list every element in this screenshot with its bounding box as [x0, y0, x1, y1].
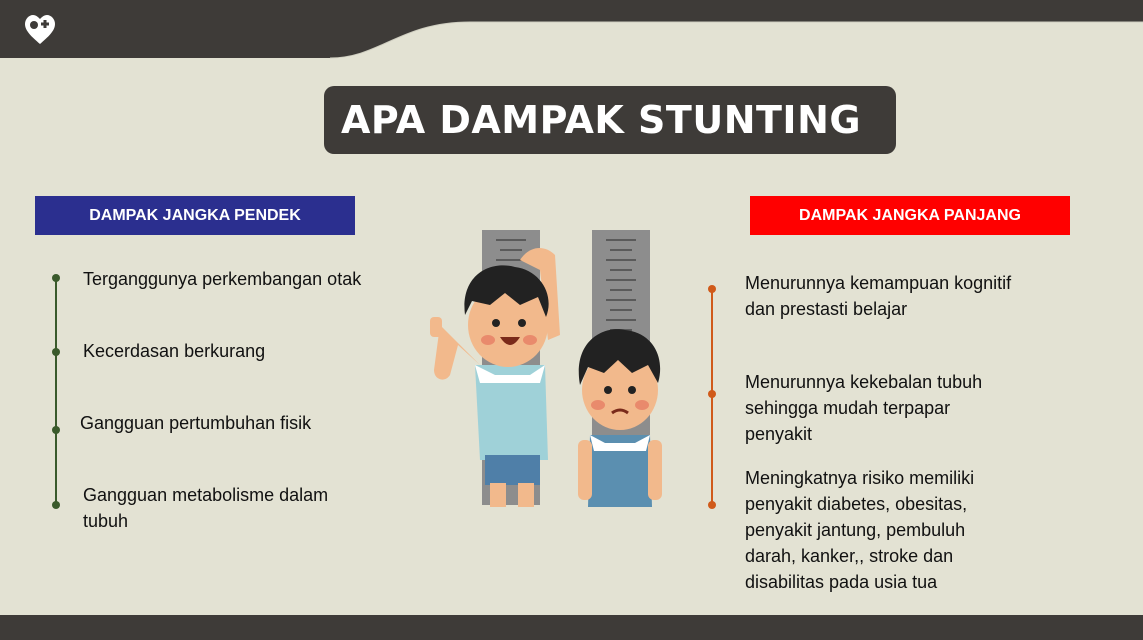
tall-child	[430, 248, 560, 507]
item-text: penyakit jantung, pembuluh	[745, 520, 966, 540]
timeline-dot	[52, 274, 60, 282]
timeline-dot	[708, 501, 716, 509]
item-text: darah, kanker,, stroke dan	[745, 546, 954, 566]
item-text: Terganggunya perkembangan otak	[83, 269, 362, 289]
long-term-item	[745, 369, 982, 447]
timeline-dot	[708, 285, 716, 293]
item-text: Menurunnya kekebalan tubuh	[745, 372, 983, 392]
item-text: Meningkatnya risiko memiliki	[745, 468, 975, 488]
long-term-item	[745, 270, 1011, 322]
top-bar	[0, 0, 1143, 60]
timeline-dot	[52, 348, 60, 356]
item-text: Gangguan metabolisme dalam	[83, 485, 329, 505]
short-term-item	[80, 410, 311, 436]
item-text: Gangguan pertumbuhan fisik	[80, 413, 312, 433]
page-title-text: APA DAMPAK STUNTING	[340, 98, 862, 142]
timeline-dot	[52, 501, 60, 509]
timeline-dot	[708, 390, 716, 398]
bottom-bar	[0, 615, 1143, 640]
item-text: Menurunnya kemampuan kognitif	[745, 273, 1012, 293]
short-term-item	[83, 482, 328, 534]
long-term-item	[745, 465, 974, 595]
item-text: dan prestasti belajar	[745, 299, 908, 319]
item-text: penyakit	[745, 424, 813, 444]
short-term-item	[83, 266, 361, 292]
item-text: penyakit diabetes, obesitas,	[745, 494, 968, 514]
item-text: tubuh	[83, 511, 129, 531]
short-term-timeline	[55, 278, 57, 507]
page-title	[324, 86, 896, 154]
short-term-header: DAMPAK JANGKA PENDEK	[35, 196, 355, 235]
long-term-timeline	[711, 289, 713, 507]
item-text: sehingga mudah terpapar	[745, 398, 951, 418]
short-term-item	[83, 338, 265, 364]
item-text: disabilitas pada usia tua	[745, 572, 938, 592]
long-term-header: DAMPAK JANGKA PANJANG	[750, 196, 1070, 235]
heart-logo-icon	[22, 12, 58, 46]
timeline-dot	[52, 426, 60, 434]
children-height-chart-illustration	[420, 225, 670, 510]
item-text: Kecerdasan berkurang	[83, 341, 266, 361]
